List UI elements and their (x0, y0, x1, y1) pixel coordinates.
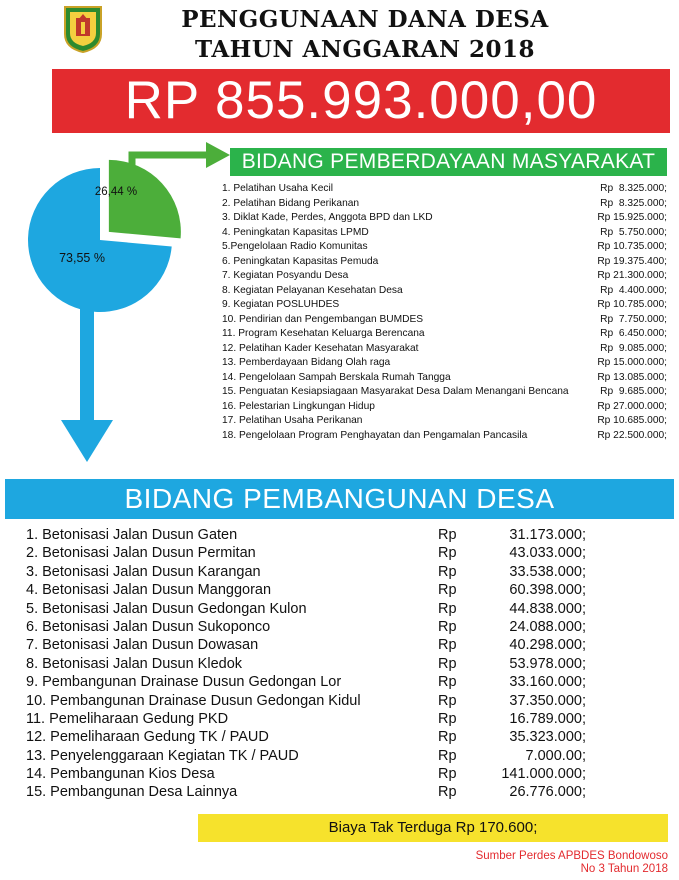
pemberdayaan-item-label: 3. Diklat Kade, Perdes, Anggota BPD dan LKD (222, 212, 433, 223)
pemberdayaan-item (222, 255, 667, 270)
pembangunan-item-currency: Rp (438, 729, 457, 746)
pemberdayaan-item-amount: Rp 22.500.000; (597, 429, 667, 441)
pemberdayaan-item-amount: Rp 4.400.000; (600, 284, 667, 296)
pemberdayaan-item-amount: Rp 6.450.000; (600, 328, 667, 339)
pembangunan-item-amount: 141.000.000; (501, 766, 586, 783)
pemberdayaan-item-label: 7. Kegiatan Posyandu Desa (222, 270, 349, 281)
pembangunan-item-amount: 35.323.000; (509, 729, 586, 746)
pembangunan-item (26, 728, 586, 746)
pemberdayaan-item (222, 197, 667, 212)
pembangunan-item-currency: Rp (438, 600, 457, 617)
pemberdayaan-item-amount: Rp 9.685.000; (600, 386, 667, 397)
pembangunan-item-label: 3. Betonisasi Jalan Dusun Karangan (26, 563, 261, 580)
pemberdayaan-item (222, 356, 667, 371)
pembangunan-item-label: 2. Betonisasi Jalan Dusun Permitan (26, 545, 256, 562)
pembangunan-item-amount: 16.789.000; (509, 710, 586, 727)
pemberdayaan-item-amount: Rp 8.325.000; (600, 183, 667, 194)
pembangunan-item-amount: 26.776.000; (509, 784, 586, 801)
pembangunan-item-currency: Rp (438, 710, 457, 727)
pemberdayaan-item-amount: Rp 8.325.000; (600, 197, 667, 209)
pembangunan-item-label: 4. Betonisasi Jalan Dusun Manggoran (26, 582, 272, 599)
pemberdayaan-item-label: 8. Kegiatan Pelayanan Kesehatan Desa (222, 284, 403, 296)
pembangunan-item-label: 11. Pemeliharaan Gedung PKD (26, 710, 229, 727)
pembangunan-item (26, 600, 586, 618)
pemberdayaan-list (222, 182, 667, 443)
pemberdayaan-item-amount: Rp 7.750.000; (600, 313, 667, 325)
pemberdayaan-item (222, 414, 667, 429)
pembangunan-item-amount: 33.538.000; (509, 563, 586, 580)
pembangunan-item-currency: Rp (438, 618, 457, 635)
pembangunan-item-label: 8. Betonisasi Jalan Dusun Kledok (26, 655, 243, 672)
pembangunan-item-label: 15. Pembangunan Desa Lainnya (26, 784, 238, 801)
pemberdayaan-item-label: 9. Kegiatan POSLUHDES (222, 299, 340, 310)
pembangunan-item (26, 673, 586, 691)
pembangunan-item-currency: Rp (438, 784, 457, 801)
pemberdayaan-item-amount: Rp 13.085.000; (597, 371, 667, 383)
pembangunan-item (26, 655, 586, 673)
page-title-line-2: TAHUN ANGGARAN 2018 (194, 36, 536, 63)
pemberdayaan-item-amount: Rp 15.925.000; (597, 212, 667, 223)
pemberdayaan-item (222, 371, 667, 386)
pemberdayaan-item (222, 313, 667, 328)
pembangunan-item (26, 765, 586, 783)
regency-emblem-icon (62, 4, 104, 54)
pie-label-pembangunan: 73,55 % (59, 251, 105, 265)
pemberdayaan-item (222, 211, 667, 226)
pembangunan-item-currency: Rp (438, 655, 457, 672)
pemberdayaan-item-label: 12. Pelatihan Kader Kesehatan Masyarakat (222, 342, 419, 354)
pembangunan-item-currency: Rp (438, 692, 457, 709)
pemberdayaan-item-label: 11. Program Kesehatan Keluarga Berencana (222, 328, 425, 339)
pembangunan-item-label: 12. Pemeliharaan Gedung TK / PAUD (26, 729, 269, 746)
pemberdayaan-item (222, 284, 667, 299)
pemberdayaan-item (222, 327, 667, 342)
pembangunan-item-label: 7. Betonisasi Jalan Dusun Dowasan (26, 637, 259, 654)
pembangunan-item-label: 14. Pembangunan Kios Desa (26, 766, 215, 783)
pemberdayaan-item-amount: Rp 10.785.000; (597, 299, 667, 310)
pembangunan-item (26, 563, 586, 581)
pemberdayaan-item-amount: Rp 10.735.000; (597, 241, 667, 252)
pembangunan-item-label: 6. Betonisasi Jalan Dusun Sukoponco (26, 618, 271, 635)
pemberdayaan-item (222, 240, 667, 255)
pembangunan-section-header: BIDANG PEMBANGUNAN DESA (5, 479, 674, 519)
pemberdayaan-item (222, 226, 667, 241)
pemberdayaan-item-amount: Rp 21.300.000; (597, 270, 667, 281)
pembangunan-item (26, 692, 586, 710)
pembangunan-item-amount: 43.033.000; (509, 545, 586, 562)
pembangunan-item-label: 10. Pembangunan Drainase Dusun Gedongan Kidul (26, 692, 361, 709)
pembangunan-item (26, 783, 586, 801)
budget-pie-chart (20, 140, 220, 380)
pembangunan-item-label: 5. Betonisasi Jalan Dusun Gedongan Kulon (26, 600, 307, 617)
pemberdayaan-item (222, 182, 667, 197)
pemberdayaan-item-amount: Rp 15.000.000; (597, 357, 667, 368)
pembangunan-item-amount: 60.398.000; (509, 582, 586, 599)
pie-slice (109, 160, 181, 239)
pemberdayaan-item-amount: Rp 5.750.000; (600, 226, 667, 238)
pemberdayaan-item-amount: Rp 27.000.000; (597, 400, 667, 412)
pemberdayaan-item-label: 5.Pengelolaan Radio Komunitas (222, 241, 368, 252)
blue-arrow-head (61, 420, 113, 462)
pembangunan-item-currency: Rp (438, 563, 457, 580)
pembangunan-item-currency: Rp (438, 545, 457, 562)
pemberdayaan-item (222, 429, 667, 444)
pembangunan-item (26, 747, 586, 765)
pemberdayaan-item (222, 342, 667, 357)
pemberdayaan-item (222, 269, 667, 284)
source-note (420, 850, 668, 876)
pemberdayaan-item-label: 1. Pelatihan Usaha Kecil (222, 183, 333, 194)
pembangunan-item (26, 636, 586, 654)
pembangunan-item (26, 710, 586, 728)
pembangunan-item-currency: Rp (438, 747, 457, 764)
pemberdayaan-item (222, 298, 667, 313)
pembangunan-item-amount: 7.000.00; (525, 747, 586, 764)
pemberdayaan-item (222, 400, 667, 415)
pemberdayaan-item (222, 385, 667, 400)
pemberdayaan-item-label: 4. Peningkatan Kapasitas LPMD (222, 226, 369, 238)
source-line-2: No 3 Tahun 2018 (580, 863, 668, 875)
pembangunan-item-amount: 33.160.000; (509, 674, 586, 691)
pembangunan-item (26, 618, 586, 636)
pembangunan-item-label: 13. Penyelenggaraan Kegiatan TK / PAUD (26, 747, 299, 764)
pemberdayaan-item-label: 2. Pelatihan Bidang Perikanan (222, 197, 360, 209)
pemberdayaan-section-header: BIDANG PEMBERDAYAAN MASYARAKAT (230, 148, 667, 176)
pemberdayaan-item-amount: Rp 10.685.000; (597, 415, 667, 426)
pembangunan-list (26, 526, 586, 802)
pembangunan-item-amount: 24.088.000; (509, 618, 586, 635)
pembangunan-item-label: 9. Pembangunan Drainase Dusun Gedongan Lor (26, 674, 342, 691)
pembangunan-item-label: 1. Betonisasi Jalan Dusun Gaten (26, 527, 238, 543)
pemberdayaan-item-label: 18. Pengelolaan Program Penghayatan dan Pengamalan Pancasila (222, 429, 528, 441)
pembangunan-item-amount: 37.350.000; (509, 692, 586, 709)
pembangunan-item (26, 581, 586, 599)
pembangunan-item-currency: Rp (438, 674, 457, 691)
pemberdayaan-item-label: 14. Pengelolaan Sampah Berskala Rumah Tangga (222, 371, 451, 383)
pemberdayaan-item-label: 15. Penguatan Kesiapsiagaan Masyarakat Desa Dalam Menangani Bencana (222, 386, 569, 397)
pembangunan-item-amount: 53.978.000; (509, 655, 586, 672)
unexpected-cost-banner: Biaya Tak Terduga Rp 170.600; (198, 814, 668, 842)
pembangunan-item-currency: Rp (438, 527, 457, 543)
pemberdayaan-item-label: 13. Pemberdayaan Bidang Olah raga (222, 357, 391, 368)
pembangunan-item-amount: 31.173.000; (509, 527, 586, 543)
pemberdayaan-item-label: 17. Pelatihan Usaha Perikanan (222, 415, 363, 426)
pembangunan-item-currency: Rp (438, 766, 457, 783)
pemberdayaan-item-amount: Rp 19.375.400; (597, 255, 667, 267)
pemberdayaan-item-label: 16. Pelestarian Lingkungan Hidup (222, 400, 375, 412)
pembangunan-item-amount: 40.298.000; (509, 637, 586, 654)
pembangunan-item (26, 526, 586, 544)
pie-label-pemberdayaan: 26,44 % (94, 186, 138, 198)
page-title-line-1: PENGGUNAAN DANA DESA (181, 6, 549, 33)
pembangunan-item-amount: 44.838.000; (509, 600, 586, 617)
pemberdayaan-item-amount: Rp 9.085.000; (600, 342, 667, 354)
pemberdayaan-item-label: 6. Peningkatan Kapasitas Pemuda (222, 255, 379, 267)
source-line-1: Sumber Perdes APBDES Bondowoso (475, 850, 668, 862)
total-budget-banner: RP 855.993.000,00 (52, 69, 670, 133)
pemberdayaan-item-label: 10. Pendirian dan Pengembangan BUMDES (222, 313, 424, 325)
pembangunan-item-currency: Rp (438, 637, 457, 654)
pembangunan-item-currency: Rp (438, 582, 457, 599)
pembangunan-item (26, 544, 586, 562)
